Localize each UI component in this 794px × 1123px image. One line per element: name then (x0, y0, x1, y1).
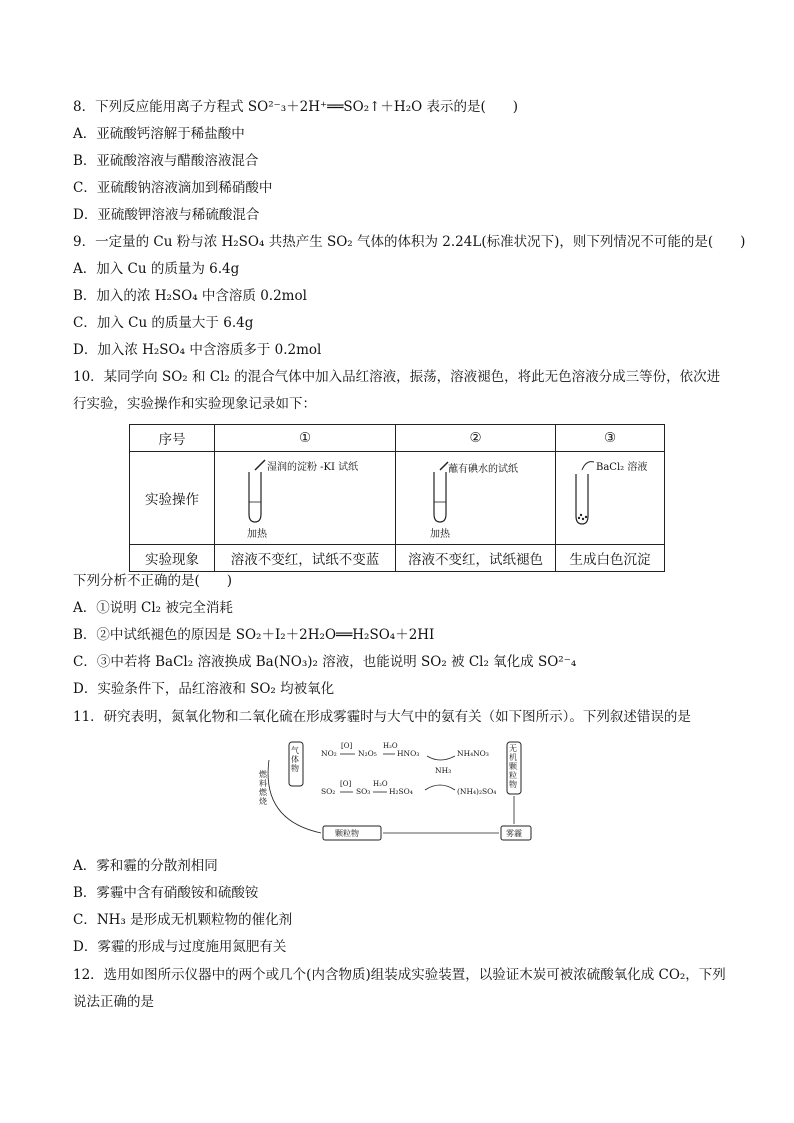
diagram-h2o-1: H₂O (383, 742, 398, 750)
diagram-inorganic: 无机颗粒物 (509, 744, 517, 789)
q12-stem: 12．选用如图所示仪器中的两个或几个(内含物质)组装成实验装置，以验证木炭可被浓硫酸氧化成 CO₂，下列说法正确的是 (73, 967, 726, 1010)
row-label-operation: 实验操作 (130, 452, 215, 545)
experiment-table (129, 424, 665, 572)
haze-formation-diagram (255, 740, 545, 845)
diagram-so3: SO₃ (356, 787, 371, 796)
q10-option-a: A．①说明 Cl₂ 被完全消耗 (73, 600, 233, 616)
q8-stem: 8．下列反应能用离子方程式 SO²⁻₃＋2H⁺══SO₂↑＋H₂O 表示的是( ) (73, 99, 519, 115)
observation-1: 溶液不变红，试纸不变蓝 (215, 545, 396, 572)
operation-cell-3 (556, 452, 665, 545)
diagram-o-2: [O] (340, 780, 352, 788)
diagram-gas: 气体物 (291, 746, 299, 773)
diagram-n2o5: N₂O₅ (358, 749, 377, 758)
diagram-nh4no3: NH₄NO₃ (457, 749, 489, 758)
q11-option-a: A．雾和霾的分散剂相同 (73, 858, 218, 874)
q10-after: 下列分析不正确的是( ) (73, 573, 233, 589)
table-header-3: ③ (556, 425, 665, 452)
diagram-fuel: 燃料燃烧 (259, 770, 267, 806)
diagram-h2so4: H₂SO₄ (389, 787, 413, 796)
q8-option-a: A．亚硫酸钙溶解于稀盐酸中 (73, 126, 245, 142)
q8-option-b: B．亚硫酸溶液与醋酸溶液混合 (73, 153, 259, 169)
table-header-index: 序号 (130, 425, 215, 452)
op1-label: 湿润的淀粉 -KI 试纸 (267, 462, 359, 473)
diagram-h2o-2: H₂O (373, 780, 388, 788)
operation-cell-1 (215, 452, 396, 545)
q9-option-c: C．加入 Cu 的质量大于 6.4g (73, 315, 254, 331)
diagram-so2: SO₂ (321, 787, 336, 796)
q10-option-b: B．②中试纸褪色的原因是 SO₂＋I₂＋2H₂O══H₂SO₄＋2HI (73, 627, 435, 643)
observation-3: 生成白色沉淀 (556, 545, 665, 572)
q9-option-a: A．加入 Cu 的质量为 6.4g (73, 261, 240, 277)
q8-option-d: D．亚硫酸钾溶液与稀硫酸混合 (73, 207, 260, 223)
diagram-nh42so4: (NH₄)₂SO₄ (457, 787, 497, 796)
q11-option-c: C．NH₃ 是形成无机颗粒物的催化剂 (73, 912, 293, 928)
q9-stem: 9．一定量的 Cu 粉与浓 H₂SO₄ 共热产生 SO₂ 气体的体积为 2.24L(标准状况下)，则下列情况不可能的是( ) (73, 234, 746, 250)
op1-heat: 加热 (247, 529, 267, 540)
q11-option-b: B．雾霾中含有硝酸铵和硫酸铵 (73, 885, 259, 901)
op3-label: BaCl₂ 溶液 (596, 462, 648, 473)
table-header-2: ② (396, 425, 556, 452)
q11-stem: 11．研究表明，氮氧化物和二氧化硫在形成雾霾时与大气中的氨有关（如下图所示）。下列叙述错误的是 (73, 709, 691, 725)
row-label-observation: 实验现象 (130, 545, 215, 572)
diagram-particle: 颗粒物 (335, 829, 359, 838)
q11-option-d: D．雾霾的形成与过度施用氮肥有关 (73, 939, 287, 955)
table-header-1: ① (215, 425, 396, 452)
diagram-hno3: HNO₃ (397, 749, 420, 758)
diagram-o-1: [O] (341, 742, 353, 750)
q10-option-c: C．③中若将 BaCl₂ 溶液换成 Ba(NO₃)₂ 溶液，也能说明 SO₂ 被 Cl₂ 氧化成 SO²⁻₄ (73, 654, 577, 670)
q9-option-b: B．加入的浓 H₂SO₄ 中含溶质 0.2mol (73, 288, 307, 304)
operation-cell-2 (396, 452, 556, 545)
op2-label: 蘸有碘水的试纸 (448, 464, 518, 475)
q9-option-d: D．加入浓 H₂SO₄ 中含溶质多于 0.2mol (73, 342, 322, 358)
op2-heat: 加热 (430, 529, 450, 540)
diagram-no2: NO₂ (321, 749, 337, 758)
diagram-haze: 雾霾 (506, 829, 522, 838)
q10-stem: 10．某同学向 SO₂ 和 Cl₂ 的混合气体中加入品红溶液，振荡，溶液褪色，将此无色溶液分成三等份，依次进行实验，实验操作和实验现象记录如下： (73, 369, 721, 412)
diagram-nh3: NH₃ (435, 766, 452, 775)
q8-option-c: C．亚硫酸钠溶液滴加到稀硝酸中 (73, 180, 273, 196)
observation-2: 溶液不变红，试纸褪色 (396, 545, 556, 572)
q10-option-d: D．实验条件下，品红溶液和 SO₂ 均被氧化 (73, 681, 335, 697)
